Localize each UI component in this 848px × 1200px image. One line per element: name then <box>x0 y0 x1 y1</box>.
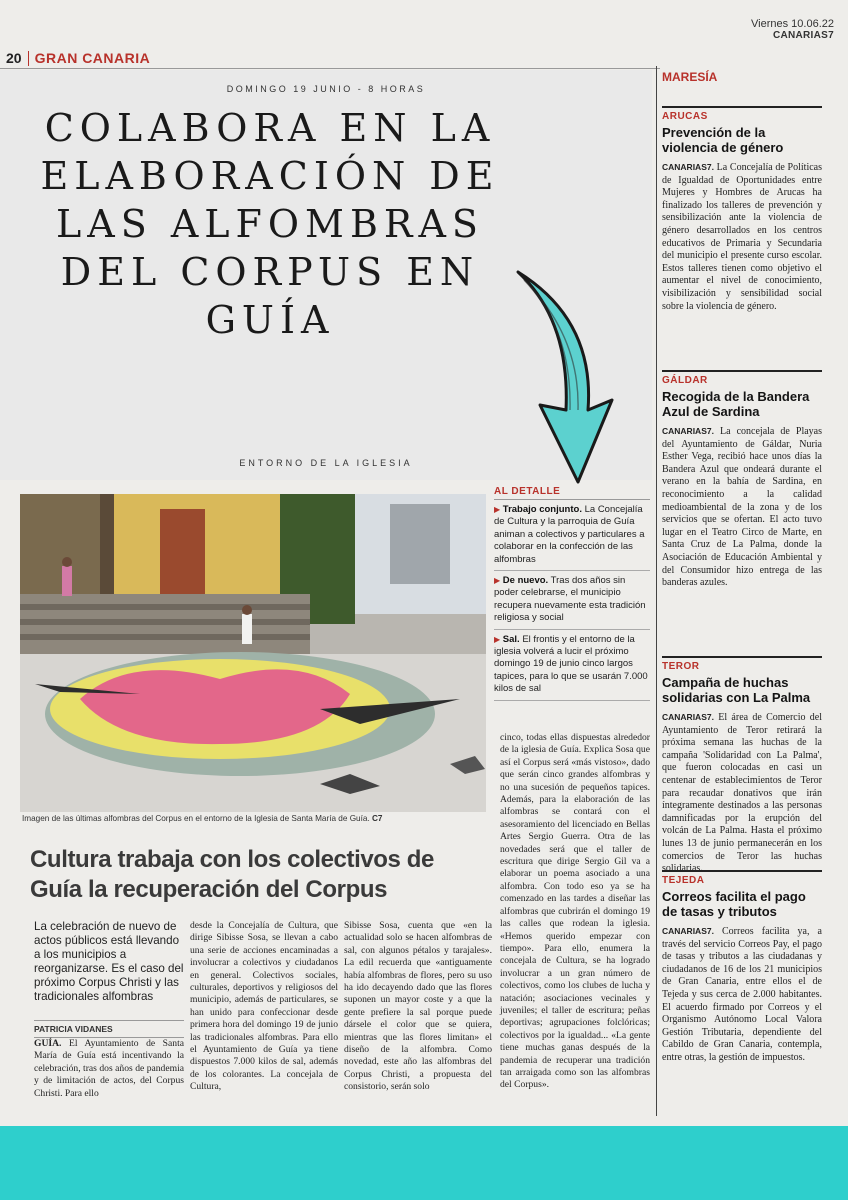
story-text: Correos facilita ya, a través del servicio Correos Pay, el pago de tasas y tributos a las ciudadanas y ciudadanos de 16 de los 21 municipios de Gran Canaria, entre ellos el de Tejeda y sus cerca de 2.000 habitantes. El acuerdo firmado por Correos y el Organismo Autónomo Local Valora Gestión Tributaria, dependiente del Cabildo de Gran Canaria, contempla, entre otras, la gestión de impuestos. <box>662 926 822 1063</box>
section-header <box>6 50 150 66</box>
event-location: ENTORNO DE LA IGLESIA <box>239 458 413 468</box>
story-byline: CANARIAS7. <box>662 712 714 722</box>
detail-item-lead: De nuevo. <box>502 575 549 587</box>
story-text: La concejala de Playas del Ayuntamiento de Gáldar, Nuria Esther Vega, recibió hace unos días la Bandera Azul que ondeará durante el verano en la bahía de Sardina, en reconocimiento a la calidad medioambiental de la zona y de los servicios que se ofertan. El acto tuvo lugar en el Teatro Circo de Marte, en Santa Cruz de La Palma, donde la Asociación de Educación Ambiental y del Consumidor hizo entrega de las banderas azules. <box>662 426 823 589</box>
page-number: 20 <box>6 50 22 66</box>
article-dateline: GUÍA. <box>34 1038 62 1049</box>
footer-band <box>0 1126 848 1200</box>
story-town: GÁLDAR <box>662 375 708 386</box>
article-headline: Cultura trabaja con los colectivos de Guía la recuperación del Corpus <box>30 846 434 903</box>
story-town: ARUCAS <box>662 111 708 122</box>
story-title: Recogida de la Bandera Azul de Sardina <box>662 389 810 419</box>
article-author: PATRICIA VIDANES <box>34 1020 184 1038</box>
detail-item <box>494 630 650 701</box>
issue-date: Viernes 10.06.22 <box>751 18 834 30</box>
detail-item <box>494 500 650 571</box>
event-date: DOMINGO 19 JUNIO - 8 HORAS <box>226 84 426 94</box>
article-column-2: desde la Concejalía de Cultura, que dirige Sibisse Sosa, se llevan a cabo una serie de acciones encaminadas a involucrar a colectivos y ciudadanos en general. Colectivos sociales, culturales, deportivos y religiosos del municipio, además de particulares, se han unido para confeccionar desde primera hora del domingo 19 de junio las tradicionales alfombras. Para ello el Ayuntamiento de Guía ya tiene dispuestos 7.000 kilos de sal, además de los colorantes. La concejala de Cultura, <box>190 920 338 1093</box>
story-body <box>662 161 822 313</box>
event-overlay-card <box>0 70 652 480</box>
story-text: El área de Comercio del Ayuntamiento de Teror retirará la próxima semana las huchas de la campaña 'Solidaridad con La Palma', que fueron colocadas en casi un centenar de establecimientos de Teror para recaudar donativos que irán íntegramente destinados a las personas damnificadas por la erupción del volcán de La Palma. Hasta el próximo lunes 13 de junio permanecerán en los comercios de Teror las huchas solidarias. <box>662 712 823 875</box>
sidebar-story <box>662 106 822 313</box>
corpus-carpet-photo <box>20 494 486 812</box>
news-sidebar <box>662 66 822 1116</box>
story-text: La Concejalía de Políticas de Igualdad de Oportunidades entre Mujeres y Hombres de Arucas ha finalizado los talleres de prevención y sensibilización ante la violencia de género desarrollados en los centros educativos de Primaria y Secundaria del municipio el presente curso escolar. Estos talleres tienen como objetivo el aumentar el nivel de conocimiento, visibilización y sensibilidad social sobre la violencia de género. <box>662 162 823 312</box>
article-column-1-text: El Ayuntamiento de Santa María de Guía está incentivando la celebración, tras dos años de pandemia y de limitación de actos, del Corpus Christi. Para ello <box>34 1038 184 1099</box>
bullet-triangle-icon: ▶ <box>494 576 501 586</box>
section-divider <box>28 51 29 66</box>
sidebar-brand: MARESÍA <box>662 70 718 84</box>
sidebar-story <box>662 870 822 1065</box>
story-byline: CANARIAS7. <box>662 426 714 436</box>
detail-box <box>494 486 650 701</box>
event-title: COLABORA EN LA ELABORACIÓN DE LAS ALFOMBRAS DEL CORPUS EN GUÍA <box>40 106 500 342</box>
detail-item-text: Tras dos años sin poder celebrarse, el municipio recupera nuevamente esta tradición religiosa y social <box>494 575 646 624</box>
sidebar-story <box>662 370 822 590</box>
section-name: GRAN CANARIA <box>34 50 151 66</box>
story-town: TEROR <box>662 661 700 672</box>
bullet-triangle-icon: ▶ <box>494 505 501 514</box>
story-byline: CANARIAS7. <box>662 926 714 936</box>
church-square-illustration <box>20 494 486 812</box>
article-column-4: cinco, todas ellas dispuestas alrededor de la iglesia de Guía. Explica Sosa que así el Corpus será «más vistoso», dado que serán cinco grandes alfombras y no una sucesión de pequeños tapices. Además, para la elaboración de las alfombras se contará con el asesoramiento del licenciado en Bellas Artes Sergio Guerra. Otra de las novedades será que el taller de escritura que dirige Sergio Gil va a elaborar un poema asociado a una alfombra. Con todo eso ya se ha comenzado en las tardes a diseñar las alfombras que cubrirán el domingo 19 las calles que rodean la iglesia. «Hemos querido empezar con tiempo». Para ello, enumera la concejala de Cultura, se ha logrado involucrar a un gran número de colectivos, como los clubes de lucha y natación; asociaciones vecinales y juveniles; el taller de escritura; peñas deportivas; agrupaciones folclóricas; colectivos por la igualdad... «La gente tiene muchas ganas después de la pandemia de recuperar una tradición tan arraigada como son las alfombras del Corpus». <box>500 732 650 1091</box>
story-title: Correos facilita el pago de tasas y tributos <box>662 889 806 919</box>
photo-caption <box>22 814 486 823</box>
story-title: Campaña de huchas solidarias con La Palma <box>662 675 811 705</box>
detail-item-text: El frontis y el entorno de la iglesia volverá a lucir el próximo domingo 19 de junio cinco largos tapices, para lo que se usarán 7.000 kilos de sal <box>494 633 648 695</box>
detail-item-lead: Sal. <box>502 633 520 645</box>
detail-item <box>494 571 650 630</box>
story-title: Prevención de la violencia de género <box>662 125 784 155</box>
detail-item-text: La Concejalía de Cultura y la parroquia de Guía animan a colectivos y particulares a colaborar en la confección de las alfombras <box>494 504 645 565</box>
page-date <box>751 18 834 42</box>
sidebar-divider <box>656 66 657 1116</box>
header-rule <box>0 68 660 69</box>
bullet-triangle-icon: ▶ <box>494 634 501 644</box>
photo-credit: C7 <box>372 814 383 823</box>
detail-item-lead: Trabajo conjunto. <box>502 504 582 515</box>
newspaper-name: CANARIAS7 <box>772 30 834 41</box>
caption-text: Imagen de las últimas alfombras del Corpus en el entorno de la Iglesia de Santa María de Guía. <box>22 814 370 823</box>
sidebar-story <box>662 656 822 876</box>
story-body <box>662 425 822 590</box>
article-column-3: Sibisse Sosa, cuenta que «en la actualidad solo se hacen alfombras de sal, con algunos pétalos y tarajales». La edil recuerda que «antiguamente había alfombras de flores, pero su uso ha ido decayendo dado que las flores suponen un mayor coste y a que la gente prefiere la sal porque puede dársele el color que se quiera, mientras que las flores limitan» el diseño de la alfombra. Como novedad, este año las alfombras del Corpus Christi, a propuesta del consistorio, serán solo <box>344 920 492 1093</box>
article-lede: La celebración de nuevo de actos públicos está llevando a los municipios a reorganizarse. Es el caso del próximo Corpus Christi y las tradicionales alfombras <box>34 920 184 1003</box>
arrow-down-icon <box>500 260 620 490</box>
article-column-1 <box>34 1038 184 1100</box>
story-body <box>662 711 822 876</box>
detail-box-title: AL DETALLE <box>494 486 650 500</box>
story-town: TEJEDA <box>662 875 705 886</box>
story-body <box>662 925 822 1065</box>
story-byline: CANARIAS7. <box>662 162 714 172</box>
